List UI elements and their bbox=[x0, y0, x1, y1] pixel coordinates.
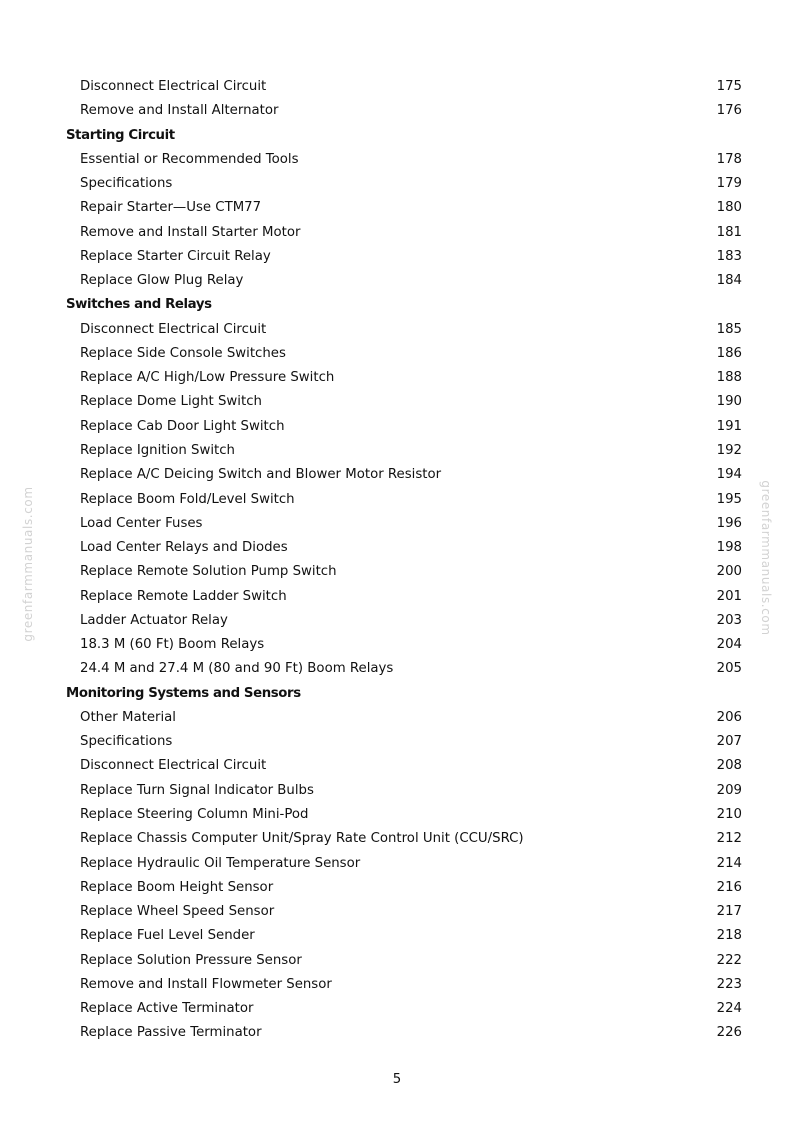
toc-entry[interactable] bbox=[0, 318, 794, 342]
toc-entry-page: 214 bbox=[716, 855, 742, 871]
toc-entry-title: 24.4 M and 27.4 M (80 and 90 Ft) Boom Relays bbox=[80, 661, 394, 677]
toc-entry[interactable] bbox=[0, 415, 794, 439]
toc-section-heading bbox=[0, 293, 794, 317]
toc-entry-page: 203 bbox=[716, 612, 742, 628]
toc-entry[interactable] bbox=[0, 221, 794, 245]
toc-entry-title: Disconnect Electrical Circuit bbox=[80, 79, 267, 94]
toc-entry-title: Essential or Recommended Tools bbox=[80, 151, 299, 167]
toc-entry-page: 210 bbox=[716, 806, 742, 822]
toc-entry-page: 184 bbox=[716, 273, 742, 289]
toc-entry-page: 192 bbox=[716, 442, 742, 458]
toc-entry-title: Load Center Relays and Diodes bbox=[80, 540, 288, 556]
toc-entry-title: Replace Hydraulic Oil Temperature Sensor bbox=[80, 855, 361, 871]
toc-entry[interactable] bbox=[0, 75, 794, 99]
toc-entry-page: 201 bbox=[716, 588, 742, 604]
toc-entry-page: 190 bbox=[716, 394, 742, 410]
toc-entry-title: Remove and Install Starter Motor bbox=[80, 224, 301, 240]
toc-entry-title: Replace Dome Light Switch bbox=[80, 394, 262, 410]
watermark-right: greenfarmmanuals.com bbox=[759, 480, 773, 636]
toc-entry[interactable] bbox=[0, 390, 794, 414]
toc-entry-page: 212 bbox=[716, 831, 742, 847]
toc-entry-page: 188 bbox=[716, 370, 742, 386]
toc-entry[interactable] bbox=[0, 633, 794, 657]
toc-entry[interactable] bbox=[0, 827, 794, 851]
toc-entry[interactable] bbox=[0, 148, 794, 172]
toc-entry[interactable] bbox=[0, 196, 794, 220]
toc-entry-title: Replace Boom Fold/Level Switch bbox=[80, 491, 295, 507]
toc-entry[interactable] bbox=[0, 803, 794, 827]
toc-entry-title: Remove and Install Alternator bbox=[80, 103, 279, 119]
toc-entry[interactable] bbox=[0, 754, 794, 778]
toc-entry[interactable] bbox=[0, 585, 794, 609]
toc-entry-page: 226 bbox=[716, 1025, 742, 1041]
toc-entry-title: Replace Ignition Switch bbox=[80, 442, 235, 458]
toc-entry[interactable] bbox=[0, 99, 794, 123]
toc-section-title: Starting Circuit bbox=[66, 127, 175, 143]
toc-entry-title: Replace A/C Deicing Switch and Blower Motor Resistor bbox=[80, 467, 442, 483]
toc-entry[interactable] bbox=[0, 900, 794, 924]
toc-entry-page: 205 bbox=[716, 661, 742, 677]
toc-entry[interactable] bbox=[0, 172, 794, 196]
toc-entry-page: 185 bbox=[716, 321, 742, 337]
toc-entry[interactable] bbox=[0, 342, 794, 366]
toc-entry-title: Replace Active Terminator bbox=[80, 1001, 254, 1017]
toc-entry[interactable] bbox=[0, 706, 794, 730]
toc-section-heading bbox=[0, 682, 794, 706]
toc-entry-title: Replace Wheel Speed Sensor bbox=[80, 904, 275, 920]
toc-entry-page: 198 bbox=[716, 540, 742, 556]
toc-entry[interactable] bbox=[0, 269, 794, 293]
toc-entry[interactable] bbox=[0, 924, 794, 948]
toc-entry-title: Disconnect Electrical Circuit bbox=[80, 321, 267, 337]
toc-entry-title: Replace Solution Pressure Sensor bbox=[80, 952, 302, 968]
toc-entry-title: Replace Boom Height Sensor bbox=[80, 879, 274, 895]
toc-entry-title: Replace Steering Column Mini-Pod bbox=[80, 806, 309, 822]
toc-entry[interactable] bbox=[0, 245, 794, 269]
toc-entry-title: Remove and Install Flowmeter Sensor bbox=[80, 976, 332, 992]
toc-entry-title: Replace Side Console Switches bbox=[80, 345, 286, 361]
toc-entry-page: 183 bbox=[716, 248, 742, 264]
toc-entry-title: Other Material bbox=[80, 709, 176, 725]
toc-entry-page: 206 bbox=[716, 709, 742, 725]
toc-entry-page: 181 bbox=[716, 224, 742, 240]
toc-entry-title: Replace Chassis Computer Unit/Spray Rate Control Unit (CCU/SRC) bbox=[80, 831, 524, 847]
toc-entry-title: Replace Fuel Level Sender bbox=[80, 928, 255, 944]
toc-entry[interactable] bbox=[0, 852, 794, 876]
toc-entry-page: 178 bbox=[716, 151, 742, 167]
toc-entry-page: 209 bbox=[716, 782, 742, 798]
toc-entry-title: Ladder Actuator Relay bbox=[80, 612, 228, 628]
toc-entry-title: Disconnect Electrical Circuit bbox=[80, 758, 267, 774]
toc-entry-page: 204 bbox=[716, 637, 742, 653]
toc-entry[interactable] bbox=[0, 609, 794, 633]
toc-entry-title: Replace Remote Ladder Switch bbox=[80, 588, 287, 604]
toc-entry[interactable] bbox=[0, 973, 794, 997]
toc-entry-title: Replace Starter Circuit Relay bbox=[80, 248, 271, 264]
table-of-contents bbox=[0, 75, 794, 1046]
page-number: 5 bbox=[392, 1072, 402, 1087]
toc-entry[interactable] bbox=[0, 949, 794, 973]
toc-entry-page: 208 bbox=[716, 758, 742, 774]
toc-entry[interactable] bbox=[0, 779, 794, 803]
toc-entry-page: 180 bbox=[716, 200, 742, 216]
toc-entry-page: 191 bbox=[716, 418, 742, 434]
toc-entry-page: 176 bbox=[716, 103, 742, 119]
toc-entry[interactable] bbox=[0, 657, 794, 681]
toc-entry-title: Replace Remote Solution Pump Switch bbox=[80, 564, 337, 580]
toc-entry-page: 200 bbox=[716, 564, 742, 580]
toc-entry[interactable] bbox=[0, 730, 794, 754]
watermark-left: greenfarmmanuals.com bbox=[21, 486, 35, 642]
toc-entry[interactable] bbox=[0, 463, 794, 487]
toc-entry-page: 194 bbox=[716, 467, 742, 483]
toc-entry[interactable] bbox=[0, 997, 794, 1021]
toc-entry[interactable] bbox=[0, 1021, 794, 1045]
toc-entry-page: 195 bbox=[716, 491, 742, 507]
toc-entry[interactable] bbox=[0, 366, 794, 390]
toc-entry-title: Load Center Fuses bbox=[80, 515, 203, 531]
toc-entry-page: 223 bbox=[716, 976, 742, 992]
toc-entry[interactable] bbox=[0, 439, 794, 463]
toc-section-title: Switches and Relays bbox=[66, 297, 212, 313]
toc-entry-page: 216 bbox=[716, 879, 742, 895]
toc-entry-page: 224 bbox=[716, 1001, 742, 1017]
toc-section-heading bbox=[0, 124, 794, 148]
toc-entry-title: Specifications bbox=[80, 176, 173, 192]
toc-entry-page: 175 bbox=[716, 79, 742, 94]
toc-section-title: Monitoring Systems and Sensors bbox=[66, 685, 301, 701]
toc-entry[interactable] bbox=[0, 536, 794, 560]
toc-entry-page: 222 bbox=[716, 952, 742, 968]
toc-entry[interactable] bbox=[0, 560, 794, 584]
toc-entry-title: Replace Glow Plug Relay bbox=[80, 273, 244, 289]
toc-entry-page: 207 bbox=[716, 734, 742, 750]
toc-entry-page: 218 bbox=[716, 928, 742, 944]
toc-entry-page: 179 bbox=[716, 176, 742, 192]
toc-entry-title: Repair Starter—Use CTM77 bbox=[80, 200, 262, 216]
toc-entry-page: 217 bbox=[716, 904, 742, 920]
toc-entry-page: 186 bbox=[716, 345, 742, 361]
toc-entry[interactable] bbox=[0, 876, 794, 900]
toc-entry-title: Replace Cab Door Light Switch bbox=[80, 418, 285, 434]
toc-entry-title: Replace Passive Terminator bbox=[80, 1025, 262, 1041]
toc-entry-page: 196 bbox=[716, 515, 742, 531]
toc-entry-title: Specifications bbox=[80, 734, 173, 750]
toc-entry-title: 18.3 M (60 Ft) Boom Relays bbox=[80, 637, 265, 653]
toc-entry-title: Replace A/C High/Low Pressure Switch bbox=[80, 370, 335, 386]
toc-entry[interactable] bbox=[0, 488, 794, 512]
toc-entry-title: Replace Turn Signal Indicator Bulbs bbox=[80, 782, 314, 798]
toc-entry[interactable] bbox=[0, 512, 794, 536]
